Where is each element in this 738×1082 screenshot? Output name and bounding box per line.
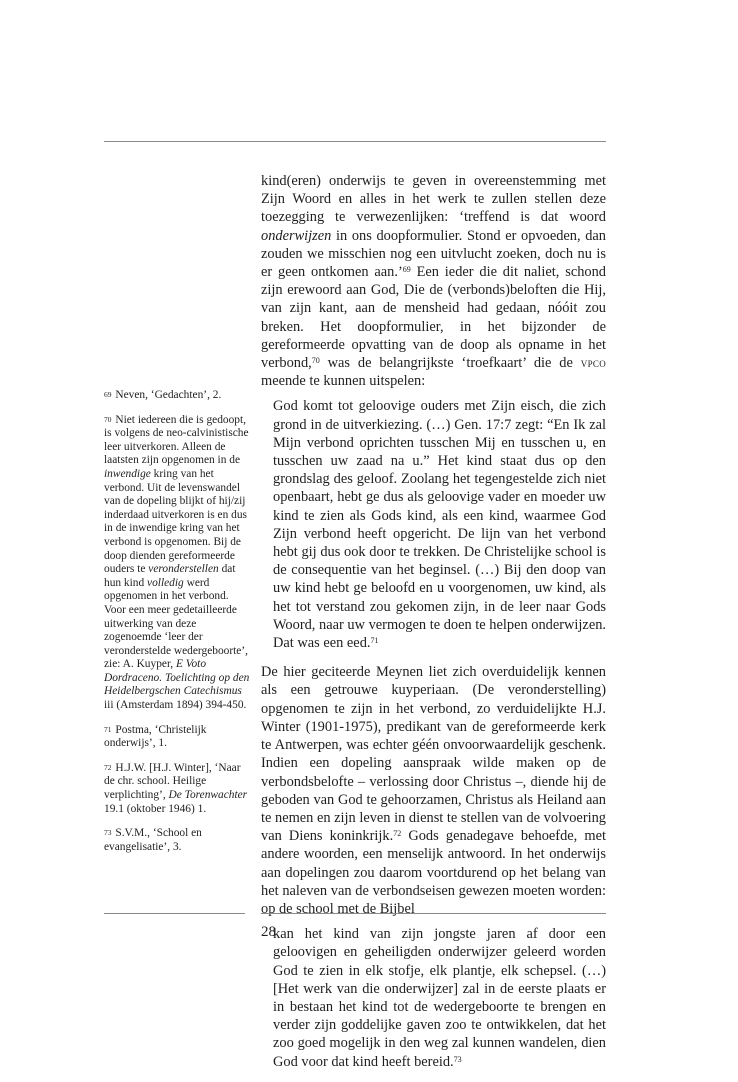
- italic-text: inwendige: [104, 467, 151, 480]
- italic-text: volledig: [147, 576, 184, 589]
- text-run: kind(eren) onderwijs te geven in overeenstemming met Zijn Woord en alles in het werk te zullen stellen deze toezegging te verwezenlijken: ‘treffend is dat woord: [261, 173, 606, 226]
- footnote-number: 72: [104, 762, 112, 772]
- main-text-column: [261, 172, 606, 1082]
- footnotes-bottom-rule: [104, 913, 245, 914]
- footnote: [104, 389, 252, 403]
- text-run: in ons doopformulier. Stond er opvoeden, dan zouden we misschien nog een uitvlucht zoeken, doch nu is er geen ontkomen aan.’: [261, 227, 606, 281]
- text-run: was de belangrijkste ‘troefkaart’ die de: [319, 355, 581, 372]
- text-run: De hier geciteerde Meynen liet zich overduidelijk kennen als een getrouwe kuyperiaan. (De veronderstelling) opgenomen te zijn in het verbond, zo verduidelijkte H.J. Winter (1901-1975), predikant van de gereformeerde kerk te Antwerpen, was echter géén onvoorwaardelijk geschenk. Indien een dopeling aanspraak wilde maken op de verbondsbelofte – verlossing door Christus –, diende hij de geboden van God te gehoorzamen, Christus als Heiland aan te nemen en zijn leven in dienst te stellen van de volvoering van Diens koninkrijk.: [261, 664, 606, 845]
- footnote: [104, 724, 252, 751]
- top-rule: [104, 141, 606, 142]
- paragraph: [261, 172, 606, 390]
- italic-text: veronderstellen: [148, 563, 219, 576]
- italic-text: E Voto Dordraceno. Toelichting op den Heidelbergschen Catechismus: [104, 658, 250, 698]
- paragraph: [261, 663, 606, 918]
- footnote-number: 70: [104, 414, 112, 424]
- footnote-text: Neven, ‘Gedachten’, 2.: [115, 389, 222, 401]
- footnote-text: kring van het verbond. Uit de levenswandel van de dopeling blijkt of hij/zij inderdaad uitverkoren is en dus in de inwendige kring van het verbond is opgenomen. Bij de doop dienden gereformeerde ouders te: [104, 467, 247, 576]
- text-run: Gods genadegave behoefde, met andere woorden, een menselijk antwoord. In het onderwijs aan dopelingen zou daarom voortdurend op het belang van het naleven van de verbondseisen gewezen moeten worden: op de school met de Bijbel: [261, 828, 606, 917]
- footnote: [104, 762, 252, 816]
- footnote: [104, 414, 252, 713]
- small-caps-text: vpco: [580, 355, 606, 371]
- footnote-reference[interactable]: 73: [453, 1054, 462, 1064]
- footnote-number: 73: [104, 828, 112, 838]
- footnote-text: H.J.W. [H.J. Winter], ‘Naar de chr. school. Heilige verplichting’,: [104, 761, 241, 802]
- footnote-number: 71: [104, 724, 112, 734]
- footnote-text: iii (Amsterdam 1894) 394-450.: [104, 699, 247, 712]
- block-quote: [273, 925, 606, 1071]
- footnote-text: S.V.M., ‘School en evangelisatie’, 3.: [104, 827, 202, 853]
- footnote-text: dat hun kind: [104, 563, 236, 589]
- footnote: [104, 827, 252, 854]
- footnote-reference[interactable]: 71: [370, 636, 379, 646]
- main-bottom-rule: [261, 913, 606, 914]
- footnote-text: Niet iedereen die is gedoopt, is volgens de neo-calvinistische leer uitverkoren. Alleen de laatsten zijn opgenomen in de: [104, 413, 249, 467]
- footnote-reference[interactable]: 72: [393, 829, 402, 839]
- footnote-text: 19.1 (oktober 1946) 1.: [104, 802, 207, 815]
- page-number: 28: [261, 924, 276, 940]
- footnote-reference[interactable]: 70: [311, 356, 320, 366]
- text-run: meende te kunnen uitspelen:: [261, 373, 426, 390]
- footnote-number: 69: [104, 390, 112, 399]
- text-run: kan het kind van zijn jongste jaren af door een geloovigen en geheiligden onderwijzer geleerd worden God te zien in elk stofje, elk plantje, elk schepsel. (…) [Het werk van die onderwijzer] zal in de eerste plaats er in bestaan het kind tot de wedergeboorte te brengen en verder zijn goddelijke gaven zoo te ontwikkelen, dat het zoo goed mogelijk in den weg zal kunnen wandelen, dien God voor dat kind heeft bereid.: [273, 926, 606, 1070]
- footnote-text: werd opgenomen in het verbond. Voor een meer gedetailleerde uitwerking van deze zogenoemde ‘leer der veronderstelde wedergeboorte’, zie: A. Kuyper,: [104, 576, 249, 671]
- footnotes-column: [104, 389, 252, 865]
- italic-text: De Torenwachter: [168, 789, 248, 802]
- block-quote: [273, 397, 606, 652]
- text-run: Een ieder die dit naliet, schond zijn erewoord aan God, Die de (verbonds)beloften die Hij, van zijn kant, aan de mensheid had gedaan, nóóit zou breken. Het doopformulier, in het bijzonder de gereformeerde opvatting van de doop als opname in het verbond,: [261, 264, 606, 372]
- italic-text: onderwijzen: [261, 227, 332, 244]
- footnote-reference[interactable]: 69: [402, 265, 411, 275]
- footnote-text: Postma, ‘Christelijk onderwijs’, 1.: [104, 723, 207, 750]
- text-run: God komt tot geloovige ouders met Zijn eisch, die zich grond in de uitverkiezing. (…) Gen. 17:7 zegt: “En Ik zal Mijn verbond oprichten tusschen Mij en tusschen u, en tusschen uw zaad na u.” Het kind staat dus op den grondslag des geloof. Zoolang het tegengestelde zich niet openbaart, hebt ge dus als geloovige vader en moeder uw kind te zien als Gods kind, als een kind, waarmee God Zijn verbond heeft opgericht. De lijn van het verbond hebt gij dus ook door te trekken. De Christelijke school is de consequentie van het beginsel. (…) Bij den doop van uw kind hebt ge beloofd en u voorgenomen, uw kind, als het tot verstand zou gekomen zijn, in de leer naar Gods Woord, naar uw vermogen te doen te helpen onderwijzen. Dat was een eed.: [273, 398, 606, 652]
